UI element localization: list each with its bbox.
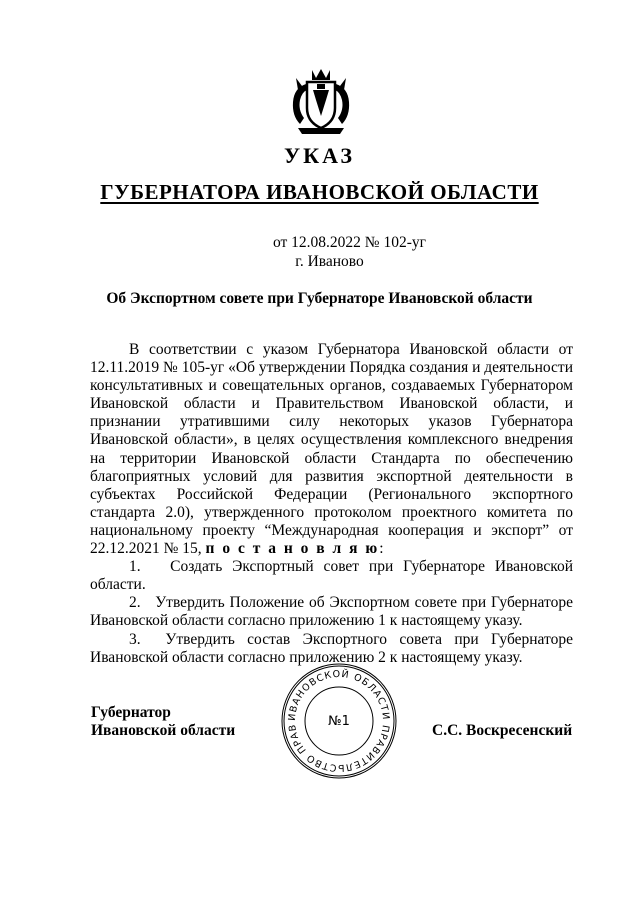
preamble-paragraph — [90, 341, 573, 558]
signatory-position-line: Губернатор — [91, 704, 171, 721]
ivanovo-coat-of-arms-icon — [290, 66, 352, 136]
issuer-title: ГУБЕРНАТОРА ИВАНОВСКОЙ ОБЛАСТИ — [100, 180, 539, 204]
seal-number: №1 — [328, 714, 350, 729]
decree-colon: : — [379, 540, 384, 558]
signatory-name: С.С. Воскресенский — [432, 722, 573, 739]
preamble-text: В соответствии с указом Губернатора Ивановской области от 12.11.2019 № 105-уг «Об утверждении Порядка создания и деятельности консультативных и совещательных органов, создаваемых Губернатором Ивановской области и Правительством Ивановской области, и признании утратившими силу некоторых указов Губернатора Ивановской области», в целях осуществления комплексного внедрения на территории Ивановской области Стандарта по обеспечению благоприятных условий для развития экспортной деятельности в субъектах Российской Федерации (Регионального экспортного стандарта 2.0), утвержденного протоколом проектного комитета по национальному проекту “Международная кооперация и экспорт” от 22.12.2021 № 15, — [90, 341, 573, 558]
decree-item: 3. Утвердить состав Экспортного совета при Губернаторе Ивановской области согласно приложению 2 к настоящему указу. — [90, 630, 573, 666]
signatory-position-line: Ивановской области — [91, 722, 236, 739]
decree-city: г. Иваново — [295, 253, 364, 270]
document-type-title: УКАЗ — [283, 143, 356, 168]
signatory-position — [91, 704, 235, 740]
decree-body — [90, 341, 573, 667]
decree-word: п о с т а н о в л я ю — [205, 540, 380, 558]
seal-ring-text: ИВАНОВСКОЙ ОБЛАСТИ ПРАВИТЕЛЬСТВО ПРАВ — [286, 668, 392, 774]
official-seal-stamp — [280, 662, 398, 780]
decree-item: 2. Утвердить Положение об Экспортном совете при Губернаторе Ивановской области согласно приложению 1 к настоящему указу. — [90, 594, 573, 630]
decree-date-number: от 12.08.2022 № 102-уг — [272, 234, 426, 251]
decree-subject: Об Экспортном совете при Губернаторе Ивановской области — [106, 290, 533, 307]
decree-item: 1. Создать Экспортный совет при Губернаторе Ивановской области. — [90, 558, 573, 594]
